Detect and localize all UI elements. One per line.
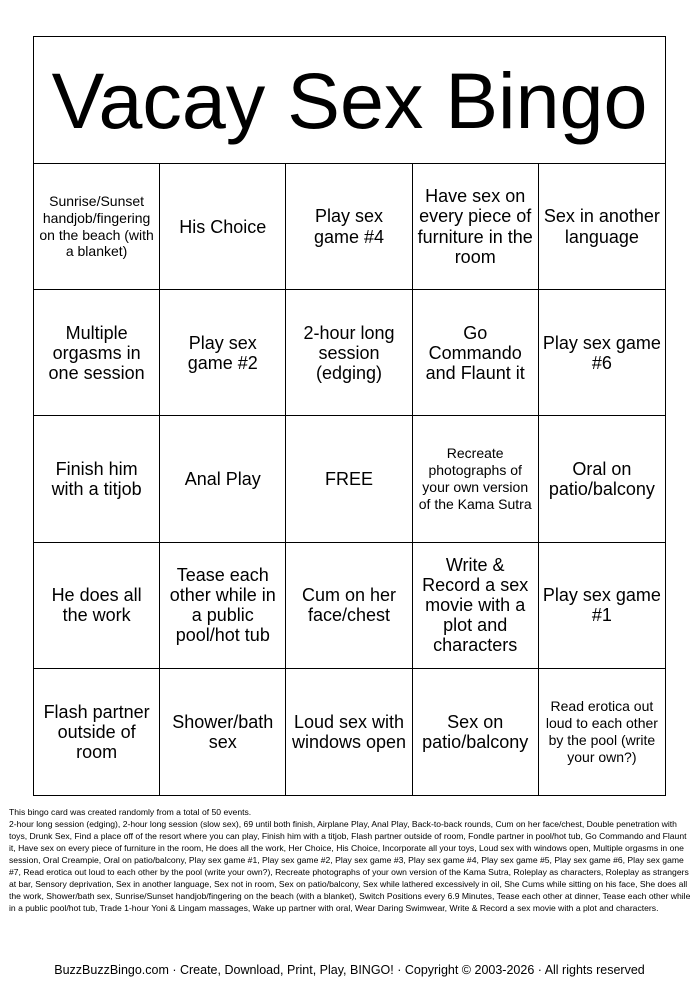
bingo-cell-text: Write & Record a sex movie with a plot and characters xyxy=(422,554,529,656)
bingo-cell xyxy=(286,669,412,795)
bingo-cell-text: Loud sex with windows open xyxy=(291,711,407,752)
bingo-cell xyxy=(413,669,539,795)
bingo-cell xyxy=(34,290,160,416)
bingo-cell xyxy=(539,543,665,669)
bingo-cell xyxy=(160,669,286,795)
bingo-cell-text: Play sex game #4 xyxy=(313,206,385,247)
bingo-cell xyxy=(539,416,665,542)
bingo-cell-text: Shower/bath sex xyxy=(172,711,274,752)
bingo-cell xyxy=(286,290,412,416)
bingo-cell-text: Sex in another language xyxy=(543,206,660,247)
bingo-cell-text: His Choice xyxy=(179,216,267,237)
bingo-grid xyxy=(34,164,665,795)
bingo-cell-text: Sex on patio/balcony xyxy=(422,711,529,752)
bingo-cell xyxy=(160,543,286,669)
title-box xyxy=(34,37,665,164)
bingo-cell-text: Flash partner outside of room xyxy=(43,701,150,762)
bingo-cell-text: Play sex game #2 xyxy=(187,332,258,373)
bingo-cell xyxy=(413,164,539,290)
notes-intro: This bingo card was created randomly from a total of 50 events. xyxy=(9,807,252,817)
bingo-cell xyxy=(539,290,665,416)
bingo-cell xyxy=(34,543,160,669)
bingo-cell-text: Play sex game #1 xyxy=(542,585,661,626)
notes-event-list: 2-hour long session (edging), 2-hour long session (slow sex), 69 until both finish, Airplane Play, Anal Play, Back-to-back rounds, Cum on her face/chest, Double penetration with toys, Drunk Sex, Find a place off of the resort where you can play, Finish him with a titjob, Flash partner outside of room, Fondle partner in pool/hot tub, Go Commando and Flaunt it, Have sex on every piece of furniture in the room, He does all the work, Her Choice, His Choice, Incorporate all your toys, Loud sex with windows open, Multiple orgasms in one session, Oral Creampie, Oral on patio/balcony, Play sex game #1, Play sex game #2, Play sex game #3, Play sex game #4, Play sex game #5, Play sex game #6, Play sex game #7, Read erotica out loud to each other by the pool (write your own?), Recreate photographs of your own version of the Kama Sutra, Roleplay as characters, Roleplay as strangers at bar, Sensory deprivation, Sex in another language, Sex not in room, Sex on patio/balcony, Sex while lathered excessively in oil, She Cums while sitting on his face, She does all the work, Shower/bath sex, Sunrise/Sunset handjob/fingering on the beach (with a blanket), Switch Positions every 6.9 Minutes, Tease each other at dinner, Tease each other while in a public pool/hot tub, Trade 1-hour Yoni & Lingam massages, Wake up partner with oral, Wear Daring Swimwear, Write & Record a sex movie with a plot and characters. xyxy=(9,819,691,914)
event-notes xyxy=(9,806,691,914)
bingo-cell xyxy=(539,164,665,290)
bingo-cell-text: Cum on her face/chest xyxy=(301,585,397,626)
bingo-cell-text: Finish him with a titjob xyxy=(51,458,142,499)
bingo-cell xyxy=(34,416,160,542)
bingo-cell-text: 2-hour long session (edging) xyxy=(303,322,395,383)
bingo-cell-text: Recreate photographs of your own version of the Kama Sutra xyxy=(418,445,532,512)
bingo-cell-text: Multiple orgasms in one session xyxy=(48,322,145,383)
bingo-cell xyxy=(413,543,539,669)
free-space-text: FREE xyxy=(324,468,373,489)
bingo-card xyxy=(33,36,666,796)
bingo-cell-text: Go Commando and Flaunt it xyxy=(425,322,525,383)
bingo-cell xyxy=(539,669,665,795)
bingo-cell xyxy=(160,416,286,542)
bingo-cell xyxy=(413,416,539,542)
bingo-cell-text: Read erotica out loud to each other by the pool (write your own?) xyxy=(545,698,658,765)
bingo-cell xyxy=(160,164,286,290)
bingo-cell xyxy=(286,164,412,290)
bingo-cell-text: Sunrise/Sunset handjob/fingering on the beach (with a blanket) xyxy=(39,193,154,260)
bingo-cell xyxy=(286,543,412,669)
bingo-cell-text: Oral on patio/balcony xyxy=(548,458,655,499)
bingo-cell xyxy=(34,164,160,290)
bingo-cell xyxy=(34,669,160,795)
free-space-cell xyxy=(286,416,412,542)
footer-copyright: BuzzBuzzBingo.com · Create, Download, Print, Play, BINGO! · Copyright © 2003-2026 · All rights reserved xyxy=(54,963,645,977)
bingo-cell xyxy=(413,290,539,416)
bingo-cell-text: He does all the work xyxy=(51,585,142,626)
bingo-cell-text: Tease each other while in a public pool/hot tub xyxy=(169,564,276,646)
card-title: Vacay Sex Bingo xyxy=(51,55,648,145)
bingo-cell-text: Play sex game #6 xyxy=(542,332,661,373)
bingo-cell-text: Anal Play xyxy=(184,468,261,489)
bingo-cell xyxy=(160,290,286,416)
bingo-cell-text: Have sex on every piece of furniture in the room xyxy=(417,186,533,267)
